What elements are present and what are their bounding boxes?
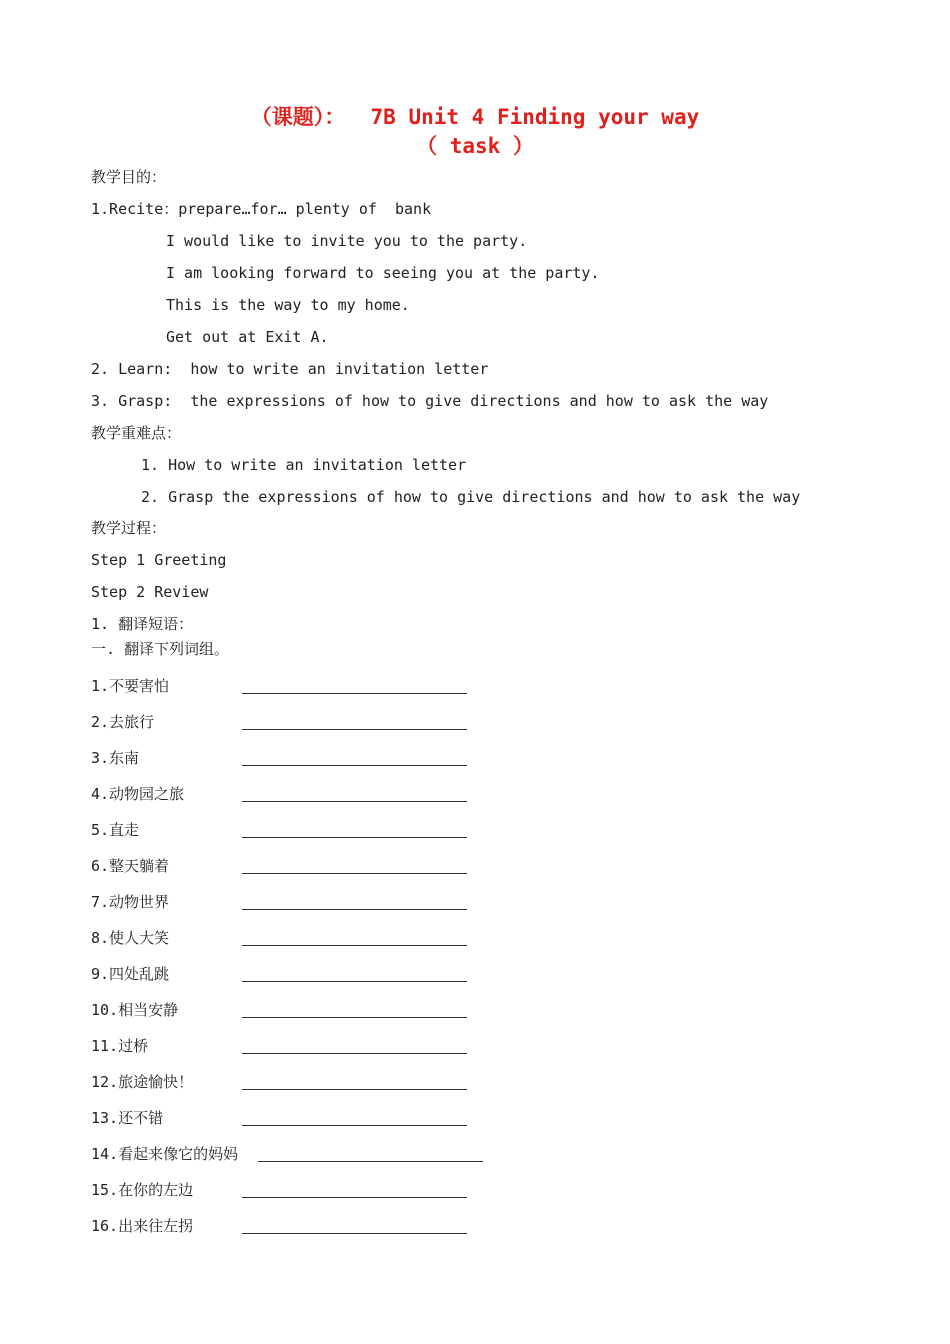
step-1: Step 1 Greeting [91,551,227,569]
key-point-item: 2. Grasp the expressions of how to give directions and how to ask the way [141,488,801,506]
exercise-heading: 一. 翻译下列词组。 [91,640,230,658]
exercise-prompt: 3.东南 [91,749,140,767]
answer-blank[interactable] [242,1125,467,1126]
exercise-prompt: 12.旅途愉快！ [91,1073,194,1091]
exercise-prompt: 8.使人大笑 [91,929,170,947]
exercise-prompt: 15.在你的左边 [91,1181,194,1199]
answer-blank[interactable] [242,1017,467,1018]
key-point-item: 1. How to write an invitation letter [141,456,467,474]
key-points-heading: 教学重难点： [91,424,182,442]
recite-item: I am looking forward to seeing you at the party. [166,264,600,282]
recite-item: This is the way to my home. [166,296,410,314]
recite-item: I would like to invite you to the party. [166,232,528,250]
answer-blank[interactable] [242,981,467,982]
answer-blank[interactable] [242,873,467,874]
objectives-heading: 教学目的： [91,168,167,186]
grasp-line: 3. Grasp: the expressions of how to give directions and how to ask the way [91,392,769,410]
answer-blank[interactable] [242,1053,467,1054]
answer-blank[interactable] [242,1233,467,1234]
process-heading: 教学过程： [91,519,167,537]
answer-blank[interactable] [242,765,467,766]
answer-blank[interactable] [242,729,467,730]
exercise-prompt: 9.四处乱跳 [91,965,170,983]
translate-heading: 1. 翻译短语： [91,615,194,633]
exercise-prompt: 14.看起来像它的妈妈 [91,1145,239,1163]
answer-blank[interactable] [242,693,467,694]
exercise-prompt: 11.过桥 [91,1037,149,1055]
answer-blank[interactable] [242,945,467,946]
recite-line: 1.Recite：prepare…for… plenty of bank [91,200,432,218]
exercise-prompt: 1.不要害怕 [91,677,170,695]
exercise-prompt: 4.动物园之旅 [91,785,185,803]
exercise-prompt: 2.去旅行 [91,713,155,731]
exercise-prompt: 5.直走 [91,821,140,839]
answer-blank[interactable] [242,837,467,838]
step-2: Step 2 Review [91,583,209,601]
answer-blank[interactable] [242,801,467,802]
exercise-prompt: 6.整天躺着 [91,857,170,875]
answer-blank[interactable] [242,1089,467,1090]
lesson-title: （课题）： 7B Unit 4 Finding your way [250,105,700,129]
recite-item: Get out at Exit A. [166,328,329,346]
answer-blank[interactable] [242,909,467,910]
exercise-prompt: 13.还不错 [91,1109,164,1127]
lesson-subtitle: （ task ） [416,134,534,158]
exercise-prompt: 7.动物世界 [91,893,170,911]
answer-blank[interactable] [242,1197,467,1198]
exercise-prompt: 16.出来往左拐 [91,1217,194,1235]
exercise-prompt: 10.相当安静 [91,1001,179,1019]
learn-line: 2. Learn: how to write an invitation letter [91,360,489,378]
answer-blank[interactable] [258,1161,483,1162]
